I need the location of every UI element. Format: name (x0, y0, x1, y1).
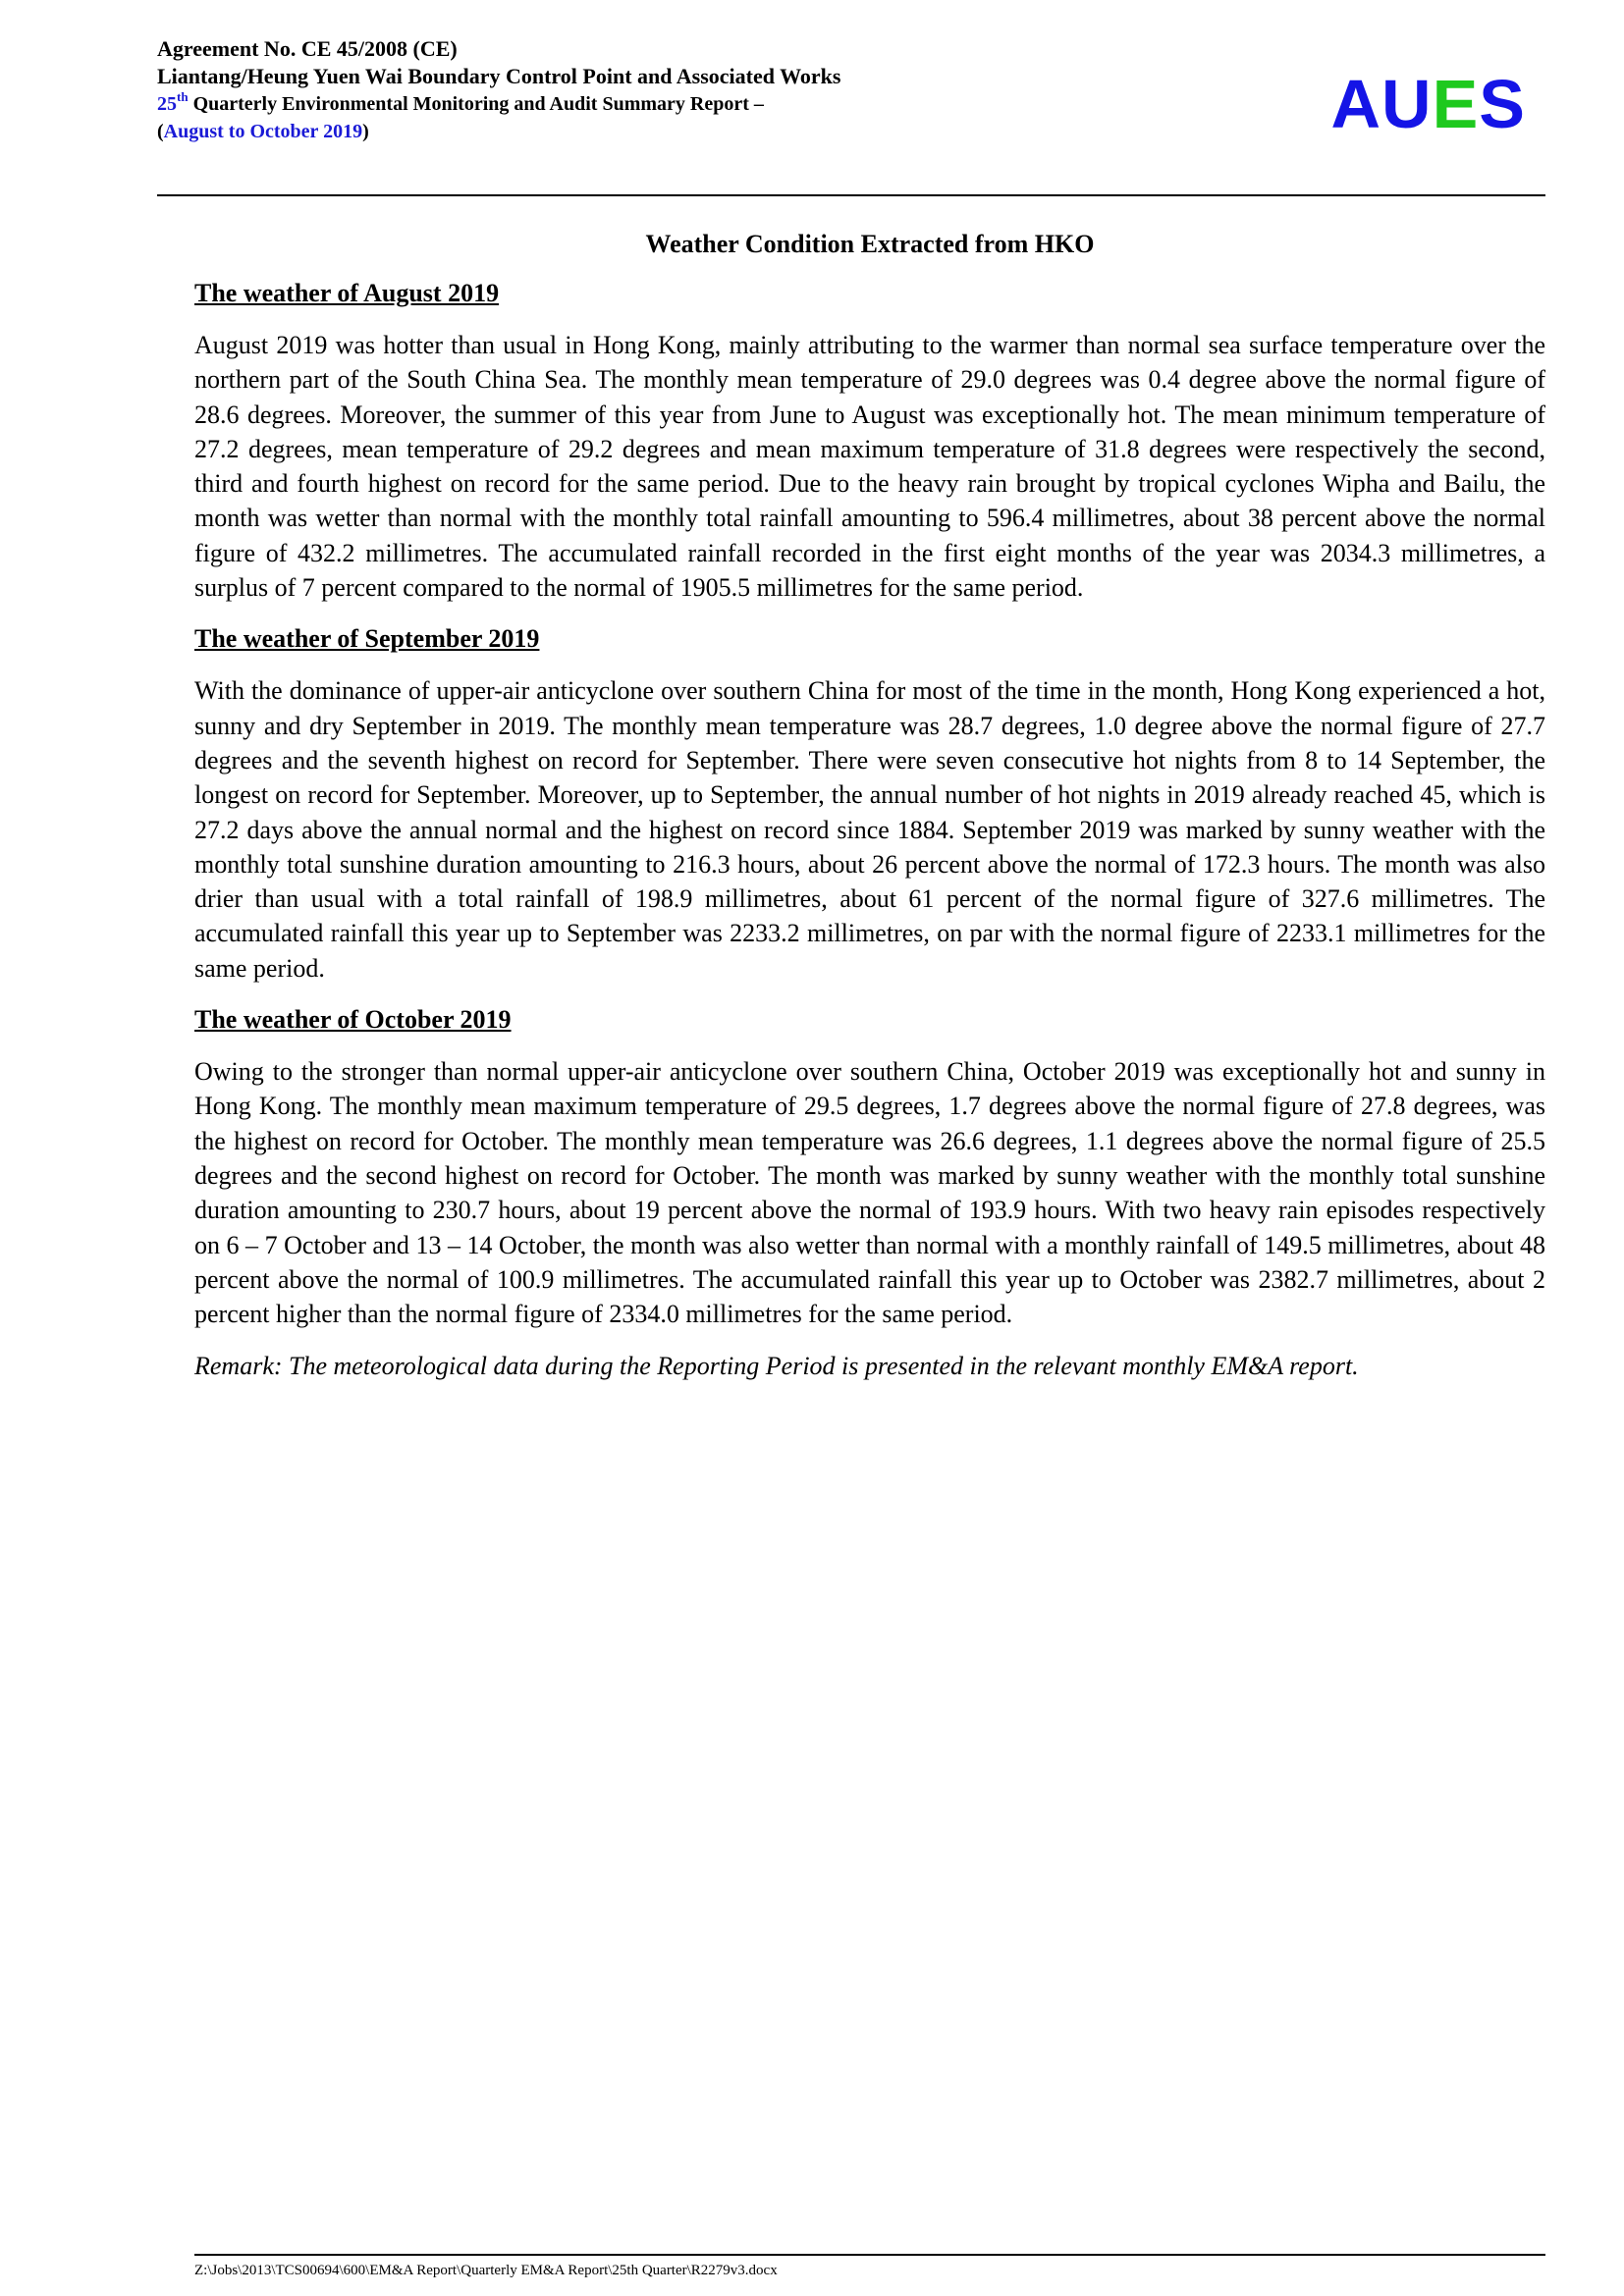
logo-letter-u: U (1381, 66, 1433, 142)
main-content (194, 228, 1545, 1384)
remark-note: Remark: The meteorological data during the Reporting Period is presented in the relevant monthly EM&A report. (194, 1352, 1359, 1381)
report-title: Quarterly Environmental Monitoring and Audit Summary Report – (188, 93, 764, 115)
header-text-block (157, 35, 840, 145)
period-open-paren: ( (157, 121, 164, 142)
report-number-suffix: th (177, 89, 189, 105)
section-heading-october: The weather of October 2019 (194, 1005, 512, 1035)
report-title-line (157, 90, 840, 118)
section-body-october: Owing to the stronger than normal upper-air anticyclone over southern China, October 2019 was exceptionally hot and sunny in Hong Kong. The monthly mean maximum temperature of 29.5 degrees, 1.7 degrees above the normal figure of 27.8 degrees, was the highest on record for October. The monthly mean temperature was 26.6 degrees, 1.1 degrees above the normal figure of 25.5 degrees and the second highest on record for October. The month was marked by sunny weather with the monthly total sunshine duration amounting to 230.7 hours, about 19 percent above the normal of 193.9 hours. With two heavy rain episodes respectively on 6 – 7 October and 13 – 14 October, the month was also wetter than normal with a monthly rainfall of 149.5 millimetres, about 48 percent above the normal of 100.9 millimetres. The accumulated rainfall this year up to October was 2382.7 millimetres, about 2 percent higher than the normal figure of 2334.0 millimetres for the same period. (194, 1057, 1545, 1329)
logo-letter-s: S (1479, 66, 1526, 142)
logo-letter-e: E (1432, 66, 1480, 142)
page-header (157, 35, 1545, 198)
report-period-line (157, 118, 840, 145)
report-number: 25 (157, 93, 177, 115)
footer-file-path: Z:\Jobs\2013\TCS00694\600\EM&A Report\Quarterly EM&A Report\25th Quarter\R2279v3.docx (194, 2263, 778, 2278)
agreement-number: Agreement No. CE 45/2008 (CE) (157, 36, 458, 61)
aues-logo (1330, 65, 1526, 143)
section-heading-september: The weather of September 2019 (194, 624, 540, 654)
report-period: August to October 2019 (163, 121, 363, 142)
header-divider (157, 194, 1545, 196)
section-body-august: August 2019 was hotter than usual in Hong Kong, mainly attributing to the warmer than normal sea surface temperature over the northern part of the South China Sea. The monthly mean temperature of 29.0 degrees was 0.4 degree above the normal figure of 28.6 degrees. Moreover, the summer of this year from June to August was exceptionally hot. The mean minimum temperature of 27.2 degrees, mean temperature of 29.2 degrees and mean maximum temperature of 31.8 degrees were respectively the second, third and fourth highest on record for the same period. Due to the heavy rain brought by tropical cyclones Wipha and Bailu, the month was wetter than normal with the monthly total rainfall amounting to 596.4 millimetres, about 38 percent above the normal figure of 432.2 millimetres. The accumulated rainfall recorded in the first eight months of the year was 2034.3 millimetres, a surplus of 7 percent compared to the normal of 1905.5 millimetres for the same period. (194, 331, 1545, 603)
section-body-september: With the dominance of upper-air anticyclone over southern China for most of the time in the month, Hong Kong experienced a hot, sunny and dry September in 2019. The monthly mean temperature was 28.7 degrees, 1.0 degree above the normal figure of 27.7 degrees and the seventh highest on record for September. There were seven consecutive hot nights from 8 to 14 September, the longest on record for September. Moreover, up to September, the annual number of hot nights in 2019 already reached 45, which is 27.2 days above the annual normal and the highest on record since 1884. September 2019 was marked by sunny weather with the monthly total sunshine duration amounting to 216.3 hours, about 26 percent above the normal of 172.3 hours. The month was also drier than usual with a total rainfall of 198.9 millimetres, about 61 percent of the normal figure of 327.6 millimetres. The accumulated rainfall this year up to September was 2233.2 millimetres, on par with the normal figure of 2233.1 millimetres for the same period. (194, 676, 1545, 983)
section-heading-august: The weather of August 2019 (194, 279, 500, 307)
period-close-paren: ) (362, 121, 369, 142)
logo-letter-a: A (1330, 66, 1382, 142)
project-name: Liantang/Heung Yuen Wai Boundary Control Point and Associated Works (157, 64, 841, 88)
page-title: Weather Condition Extracted from HKO (645, 230, 1095, 258)
footer-divider (194, 2254, 1545, 2256)
